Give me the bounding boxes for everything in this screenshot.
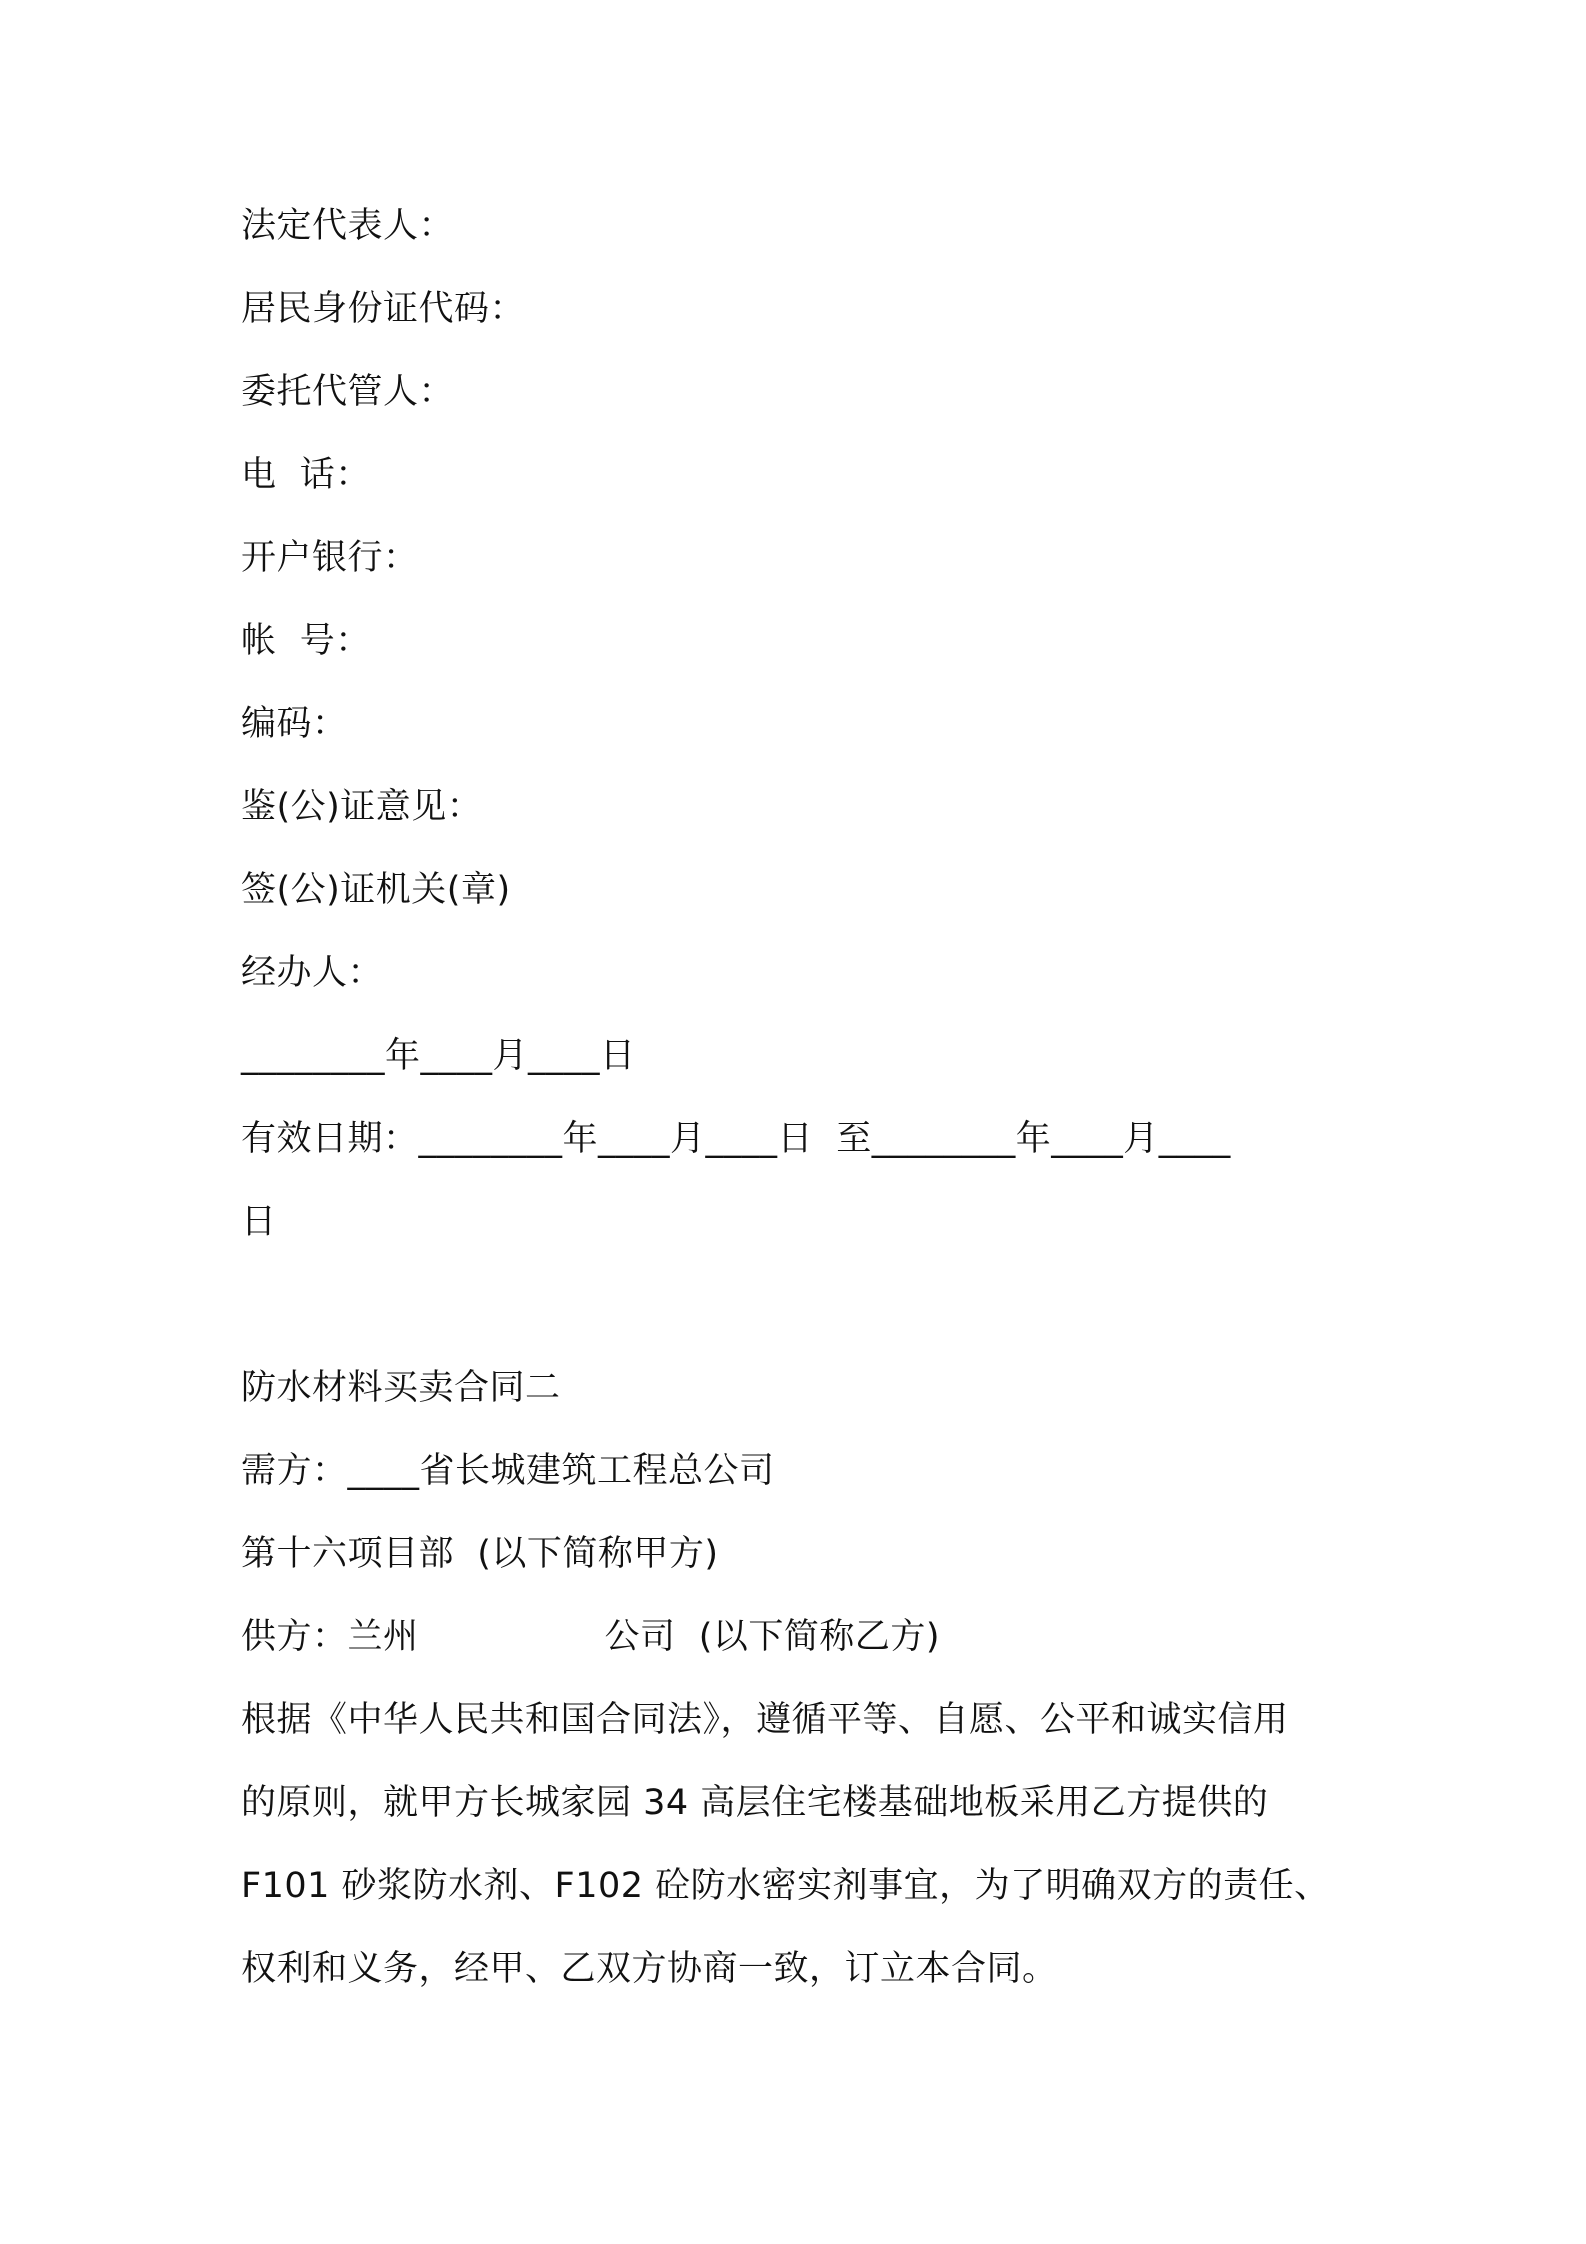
body-paragraph-line-3: F101 砂浆防水剂、F102 砼防水密实剂事宜，为了明确双方的责任、 — [241, 1866, 1330, 1906]
supplier-line: 供方：兰州 公司 (以下简称乙方) — [241, 1617, 941, 1657]
phone-field: 电 话： — [241, 455, 371, 495]
notary-opinion-field: 鉴(公)证意见： — [241, 787, 483, 827]
body-paragraph-line-2: 的原则，就甲方长城家园 34 高层住宅楼基础地板采用乙方提供的 — [241, 1783, 1269, 1823]
code-field: 编码： — [241, 704, 348, 744]
body-paragraph-line-1: 根据《中华人民共和国合同法》，遵循平等、自愿、公平和诚实信用 — [241, 1700, 1289, 1740]
body-paragraph-line-4: 权利和义务，经甲、乙双方协商一致，订立本合同。 — [241, 1949, 1058, 1989]
valid-period-line-1: 有效日期：________年____月____日 至________年____月____ — [241, 1119, 1231, 1159]
contract-title: 防水材料买卖合同二 — [241, 1368, 561, 1408]
handler-field: 经办人： — [241, 953, 384, 993]
buyer-line: 需方：____省长城建筑工程总公司 — [241, 1451, 775, 1491]
date-line: ________年____月____日 — [241, 1036, 636, 1076]
agent-field: 委托代管人： — [241, 372, 455, 412]
valid-period-line-2: 日 — [241, 1202, 277, 1242]
bank-field: 开户银行： — [241, 538, 419, 578]
buyer-department-line: 第十六项目部 (以下简称甲方) — [241, 1534, 719, 1574]
account-field: 帐 号： — [241, 621, 371, 661]
notary-office-field: 签(公)证机关(章) — [241, 870, 511, 910]
id-number-field: 居民身份证代码： — [241, 289, 526, 329]
legal-representative-field: 法定代表人： — [241, 206, 455, 246]
